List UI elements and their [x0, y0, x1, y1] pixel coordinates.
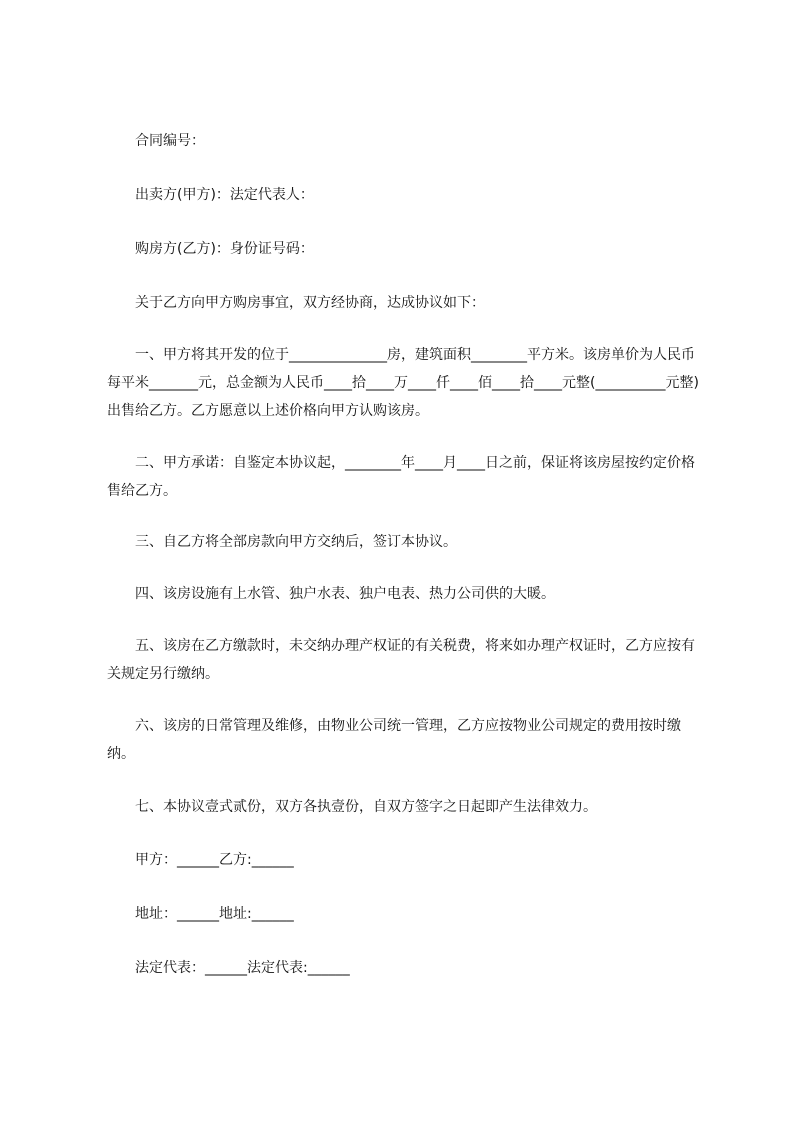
clause-4: 四、该房设施有上水管、独户水表、独户电表、热力公司供的大暖。 — [135, 586, 555, 602]
seller-line: 出卖方(甲方)：法定代表人： — [135, 187, 314, 203]
clause-1: 一、甲方将其开发的位于______________房，建筑面积________平方米。该房单价为人民币每平米_______元，总金额为人民币____拾____万____仟____佰____拾____元整(__________元整)出售给乙方。乙方愿意以上述价格向甲方认购该房。 — [107, 347, 699, 419]
buyer-line: 购房方(乙方)：身份证号码： — [135, 241, 314, 257]
signature-party-line: 甲方：______乙方:______ — [135, 852, 294, 868]
clause-2: 二、甲方承诺：自鉴定本协议起，________年____月____日之前，保证将该房屋按约定价格售给乙方。 — [107, 455, 695, 499]
contract-number-label: 合同编号： — [135, 133, 205, 149]
signature-address-line: 地址：______地址:______ — [135, 906, 294, 922]
clause-3: 三、自乙方将全部房款向甲方交纳后，签订本协议。 — [135, 534, 457, 550]
signature-representative-line: 法定代表：______法定代表:______ — [135, 960, 350, 976]
clause-5: 五、该房在乙方缴款时，未交纳办理产权证的有关税费，将来如办理产权证时，乙方应按有关规定另行缴纳。 — [107, 638, 695, 682]
clause-6: 六、该房的日常管理及维修，由物业公司统一管理，乙方应按物业公司规定的费用按时缴纳。 — [107, 718, 681, 762]
clause-7: 七、本协议壹式贰份，双方各执壹份，自双方签字之日起即产生法律效力。 — [135, 799, 597, 815]
intro-paragraph: 关于乙方向甲方购房事宜，双方经协商，达成协议如下： — [135, 295, 485, 311]
